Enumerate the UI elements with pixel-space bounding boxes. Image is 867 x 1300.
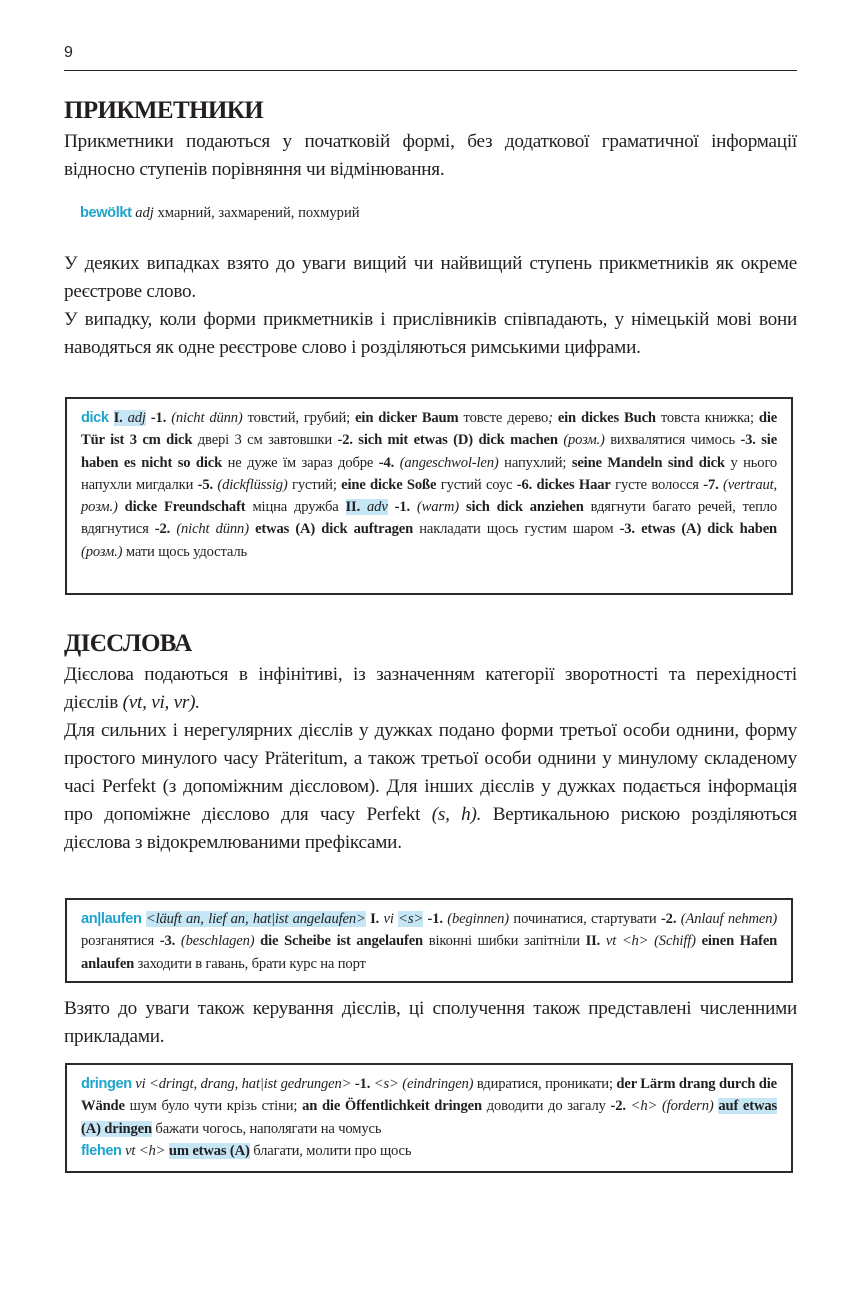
text-run: an die Öffentlichkeit dringen (302, 1098, 482, 1115)
adjectives-para-1: У деяких випадках взято до уваги вищий чи найвищий ступень прикметників як окреме реєстрове слово. (64, 253, 797, 302)
text-run: (розм.) (81, 543, 123, 560)
text-run: напухлий; (504, 454, 567, 471)
adjectives-intro (64, 128, 797, 184)
text-run: (dickflüssig) (217, 476, 288, 493)
text-run: Дієслова подаються в інфінітиві, із зазначенням категорії зворотності та перехідності дієслів (64, 664, 797, 713)
text-run: віконні шибки запітніли (428, 933, 580, 950)
text-run: благати, молити про щось (253, 1142, 412, 1159)
text-run: -1. (427, 911, 443, 927)
lemma: flehen (81, 1142, 122, 1159)
sense-marker (346, 499, 388, 515)
text-run: бажати чогось, наполягати на чомусь (155, 1120, 382, 1137)
verbs-para-1 (64, 661, 797, 717)
text-run: vi <dringt, drang, hat|ist gedrungen> (135, 1076, 352, 1092)
highlighted-phrase: auf etwas (A) dringen (81, 1098, 778, 1137)
example-box-dringen-flehen (65, 1063, 793, 1173)
text-run: -4. (378, 454, 395, 471)
text-run: eine dicke Soße (341, 476, 437, 493)
text-run: (beginnen) (447, 911, 509, 927)
text-run: -6. dickes Haar (516, 476, 611, 493)
verbs-para-2 (64, 717, 797, 857)
text-run: die Scheibe ist angelaufen (260, 933, 424, 950)
text-run: adv (367, 499, 388, 516)
text-run: I. (113, 410, 123, 426)
lemma: dringen (81, 1076, 132, 1092)
text-run: ein dicker Baum (355, 410, 459, 426)
text-run: починатися, стартувати (513, 911, 657, 927)
text-run: -2. (610, 1098, 626, 1115)
text-run: вдягнути багато речей, тепло вдягнутися (81, 499, 778, 538)
text-run: мати щось удосталь (125, 543, 247, 560)
text-run: vt <h> (125, 1142, 166, 1159)
text-run: sich dick anziehen (465, 499, 584, 516)
text-run: vi (383, 911, 394, 927)
entry-dick (81, 407, 777, 563)
text-run: заходити в гавань, брати курс на порт (137, 955, 366, 972)
text-run: -3. etwas (A) dick haben (619, 521, 777, 538)
part-of-speech: adj (135, 205, 154, 221)
text-run: густий соус (440, 476, 513, 493)
lemma: dick (81, 410, 109, 426)
text-run: einen Hafen anlaufen (81, 933, 778, 972)
verbs-para-3: Взято до уваги також керування дієслів, ці сполучення також представлені численними прикладами. (64, 998, 797, 1047)
text-run: -1. (394, 499, 410, 516)
text-run: ; (548, 410, 553, 426)
text-run: <h> (fordern) (630, 1098, 714, 1115)
text-run: -1. (354, 1076, 371, 1092)
text-run: Для сильних і нерегулярних дієслів у дужках подано форми третьої особи однини, форму простого минулого часу Präteritum, а також третьої особи однини у минулому складеному часі Perfekt (з допоміжним дієсловом). Для інших дієслів у дужках подається інформація про допоміжне дієслово для часу Perfekt (64, 720, 797, 825)
example-box-dick (65, 397, 793, 595)
text-run: вдиратися, проникати; (476, 1076, 613, 1092)
page-number: 9 (64, 44, 73, 61)
text-run: die Tür ist 3 cm dick (81, 410, 778, 449)
text-run: накладати щось густим шаром (419, 521, 614, 538)
lemma: an|laufen (81, 911, 142, 927)
translation: хмарний, захмарений, похмурий (157, 205, 360, 221)
lemma: bewölkt (80, 205, 132, 221)
text-run: dicke Freundschaft (124, 499, 246, 516)
text-run: -2. (154, 521, 171, 538)
text-run: (vertraut, розм.) (81, 476, 778, 516)
text-run: густе волосся (615, 476, 699, 493)
example-box-anlaufen (65, 898, 793, 983)
verbs-government-paragraph (64, 995, 797, 1051)
text-run: seine Mandeln sind dick (571, 454, 725, 471)
text-run: II. (345, 499, 361, 516)
header-rule (64, 70, 797, 71)
text-run: (warm) (416, 499, 459, 516)
text-run: vt <h> (Schiff) (605, 933, 696, 950)
text-run: (s, h). (431, 804, 482, 825)
text-run: -2. sich mit etwas (D) dick machen (337, 432, 558, 449)
text-run: розганятися (81, 933, 155, 950)
text-run: I. (370, 911, 380, 927)
text-run: (beschlagen) (180, 933, 255, 950)
text-run: der Lärm drang durch die Wände (81, 1076, 777, 1115)
entry-anlaufen (81, 908, 777, 975)
adjectives-intro-text: Прикметники подаються у початковій формі, без додаткової граматичної інформації відносно ступенів порівняння чи відмінювання. (64, 131, 797, 180)
adjectives-paragraphs (64, 250, 797, 362)
verbs-paragraphs (64, 661, 797, 857)
section-heading-adjectives: ПРИКМЕТНИКИ (64, 97, 264, 124)
verb-forms: <läuft an, lief an, hat|ist angelaufen> (145, 911, 366, 927)
aux-marker: <s> (398, 911, 424, 927)
text-run: двері 3 см завтовшки (197, 432, 332, 449)
text-run: -3. sie haben es nicht so dick (81, 432, 778, 471)
text-run: <s> (eindringen) (373, 1076, 474, 1092)
text-run: -5. (197, 476, 213, 493)
text-run: (Anlauf nehmen) (680, 911, 778, 927)
text-run: у нього напухли мигдалки (81, 454, 778, 493)
text-run: міцна дружба (252, 499, 339, 516)
text-run: (nicht dünn) (171, 410, 243, 426)
text-run: шум було чути крізь стіни; (129, 1098, 298, 1115)
text-run: -2. (660, 911, 677, 927)
text-run: доводити до загалу (486, 1098, 606, 1115)
text-run: не дуже їм зараз добре (227, 454, 374, 471)
sense-marker (114, 410, 146, 426)
text-run: (angeschwol-len) (399, 454, 499, 471)
text-run: -3. (159, 933, 176, 950)
adjectives-para-2: У випадку, коли форми прикметників і прислівників співпадають, у німецькій мові вони наводяться як одне реєстрове слово і розділяються римськими цифрами. (64, 309, 797, 358)
text-run: II. (585, 933, 601, 950)
text-run: (nicht dünn) (176, 521, 249, 538)
text-run: товстий, грубий; (247, 410, 351, 426)
text-run: товсте дерево (463, 410, 549, 426)
entry-flehen (81, 1140, 777, 1162)
text-run: товста книжка; (660, 410, 754, 426)
text-run: -1. (150, 410, 167, 426)
text-run: ein dickes Buch (557, 410, 656, 426)
text-run: -7. (703, 476, 719, 493)
section-heading-verbs: ДІЄСЛОВА (64, 630, 192, 657)
example-entry-bewoelkt (80, 205, 360, 222)
text-run: густий; (291, 476, 337, 493)
highlighted-phrase: um etwas (A) (168, 1142, 250, 1159)
text-run: Вертикальною рискою розділяються дієслова з відокремлюваними префіксами. (64, 804, 798, 853)
text-run: etwas (A) dick auftragen (255, 521, 414, 538)
entry-dringen (81, 1073, 777, 1140)
text-run: вихвалятися чимось (610, 432, 735, 449)
text-run: (розм.) (563, 432, 605, 449)
text-run: adj (127, 410, 146, 426)
text-run: (vt, vi, vr). (122, 692, 200, 713)
